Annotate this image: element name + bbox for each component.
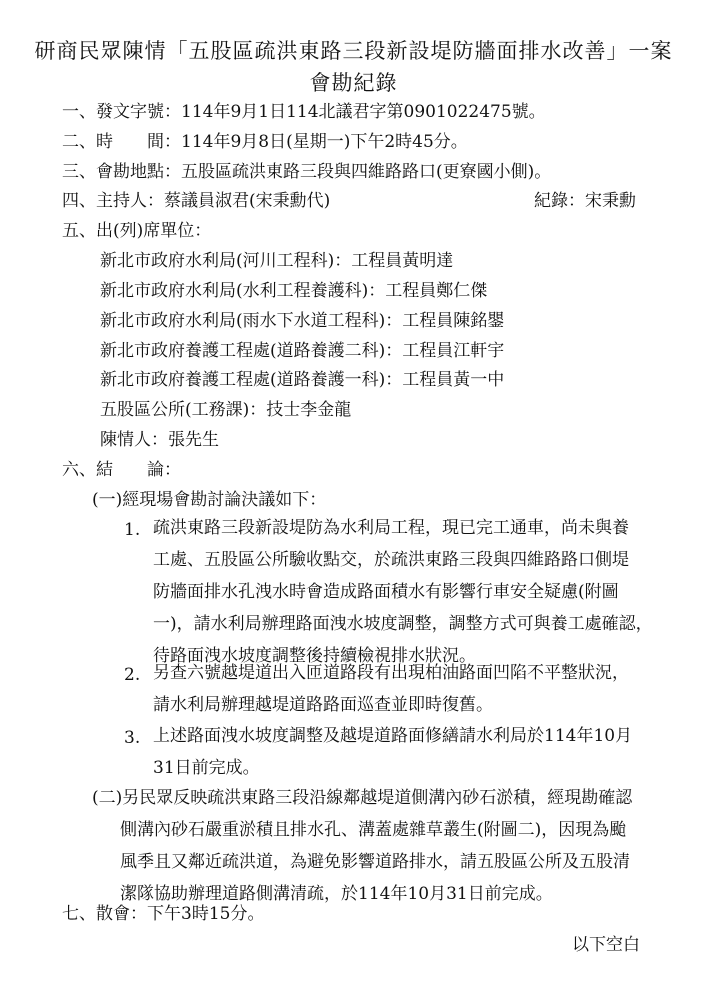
point-number: 3. xyxy=(124,728,141,748)
adjourn-time: 七、散會：下午3時15分。 xyxy=(62,904,265,924)
point-line: 另查六號越堤道出入匝道路段有出現柏油路面凹陷不平整狀況， xyxy=(153,663,629,683)
point-line: 一)，請水利局辦理路面洩水坡度調整，調整方式可與養工處確認， xyxy=(153,614,653,634)
attendee-item: 新北市政府水利局(河川工程科)：工程員黃明達 xyxy=(100,251,454,271)
attendee-item: 新北市政府養護工程處(道路養護一科)：工程員黃一中 xyxy=(100,370,505,390)
attendee-item: 新北市政府養護工程處(道路養護二科)：工程員江軒宇 xyxy=(100,341,505,361)
point-line: 待路面洩水坡度調整後持續檢視排水狀況。 xyxy=(153,646,476,666)
attendee-item: 五股區公所(工務課)：技士李金龍 xyxy=(100,400,352,420)
point-number: 1. xyxy=(124,520,141,540)
point-line: 31日前完成。 xyxy=(153,758,260,778)
sub2-line: 風季且又鄰近疏洪道，為避免影響道路排水，請五股區公所及五股清 xyxy=(120,852,630,872)
point-line: 工處、五股區公所驗收點交，於疏洪東路三段與四維路路口側堤 xyxy=(153,550,629,570)
attendee-item: 新北市政府水利局(水利工程養護科)：工程員鄭仁傑 xyxy=(100,281,488,301)
meeting-location: 三、會勘地點：五股區疏洪東路三段與四維路路口(更寮國小側)。 xyxy=(62,162,552,182)
attendee-item: 新北市政府水利局(雨水下水道工程科)：工程員陳銘鑍 xyxy=(100,311,505,331)
end-note: 以下空白 xyxy=(572,935,640,955)
attendee-item: 陳情人：張先生 xyxy=(100,430,219,450)
point-3-text xyxy=(153,720,632,784)
meeting-recorder: 紀錄：宋秉勳 xyxy=(534,191,636,211)
conclusion-sub2 xyxy=(92,782,632,910)
sub2-line: 潔隊協助辦理道路側溝清疏，於114年10月31日前完成。 xyxy=(120,884,553,904)
point-line: 上述路面洩水坡度調整及越堤道路面修繕請水利局於114年10月 xyxy=(153,726,633,746)
attendees-heading: 五、出(列)席單位： xyxy=(62,221,212,241)
document-title: 研商民眾陳情「五股區疏洪東路三段新設堤防牆面排水改善」一案 xyxy=(34,39,673,63)
point-line: 防牆面排水孔洩水時會造成路面積水有影響行車安全疑慮(附圖 xyxy=(153,582,619,602)
conclusion-heading: 六、結 論： xyxy=(62,460,181,480)
conclusion-sub1-heading: (一)經現場會勘討論決議如下： xyxy=(92,490,327,510)
point-1-text xyxy=(153,512,653,672)
document-subtitle: 會勘紀錄 xyxy=(309,71,398,95)
meeting-host: 四、主持人：蔡議員淑君(宋秉勳代) xyxy=(62,191,331,211)
sub2-line: (二)另民眾反映疏洪東路三段沿線鄰越堤道側溝內砂石淤積，經現勘確認 xyxy=(92,788,633,808)
point-number: 2. xyxy=(124,665,141,685)
doc-number: 一、發文字號：114年9月1日114北議君字第0901022475號。 xyxy=(62,102,546,122)
point-line: 請水利局辦理越堤道路路面巡查並即時復舊。 xyxy=(153,695,493,715)
point-line: 疏洪東路三段新設堤防為水利局工程，現已完工通車，尚未與養 xyxy=(153,518,629,538)
sub2-line: 側溝內砂石嚴重淤積且排水孔、溝蓋處雜草叢生(附圖二)，因現為颱 xyxy=(120,820,627,840)
meeting-time: 二、時 間：114年9月8日(星期一)下午2時45分。 xyxy=(62,132,468,152)
point-2-text xyxy=(153,657,629,721)
